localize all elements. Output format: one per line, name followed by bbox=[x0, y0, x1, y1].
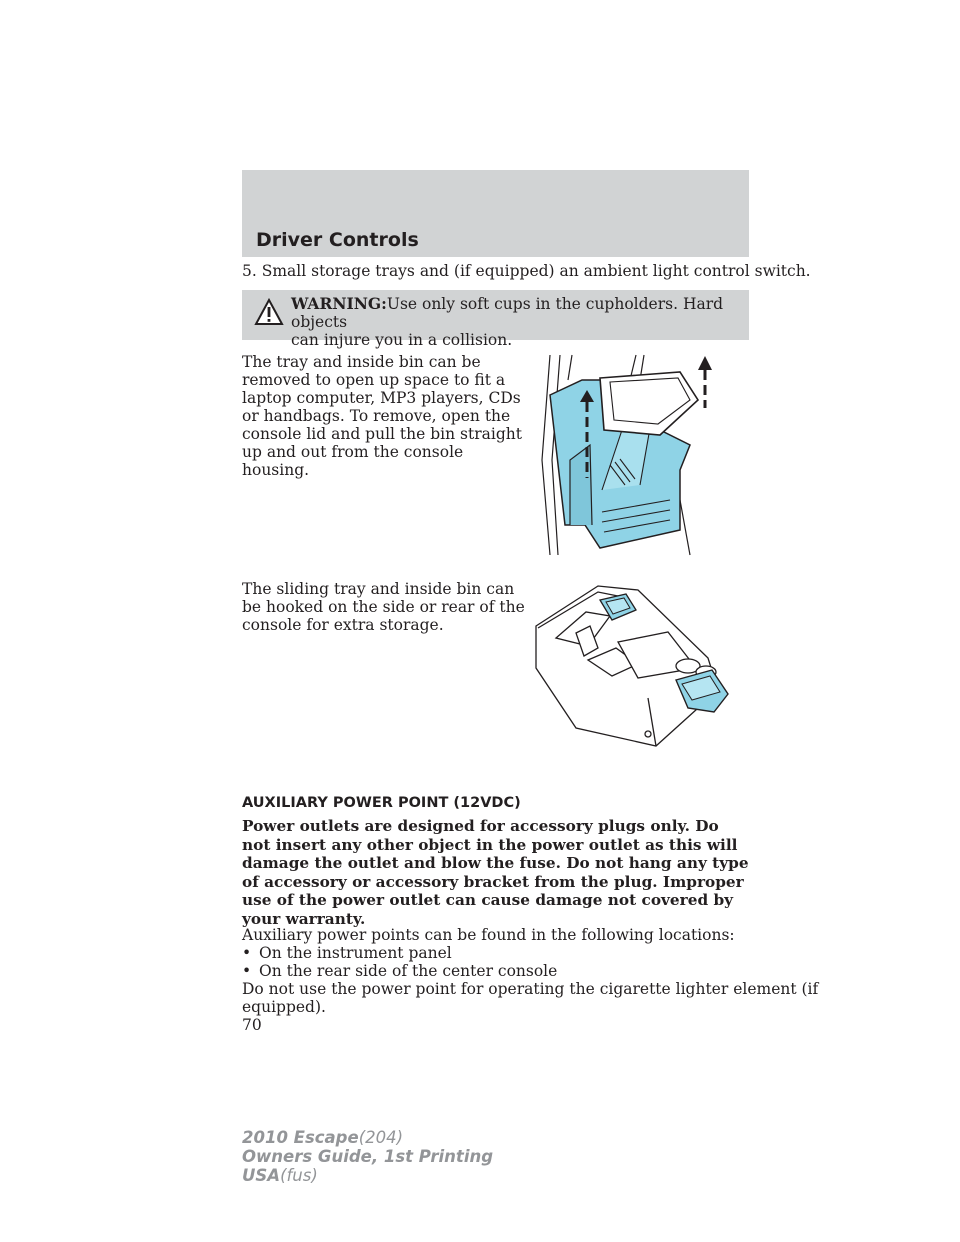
warning-box bbox=[242, 290, 749, 349]
tray-paragraph-line: removed to open up space to fit a bbox=[242, 371, 506, 389]
warning-text bbox=[291, 295, 749, 349]
sliding-paragraph-line: console for extra storage. bbox=[242, 616, 444, 634]
item-5-text: 5. Small storage trays and (if equipped) an ambient light control switch. bbox=[242, 262, 811, 280]
bin-removal-illustration bbox=[530, 350, 730, 558]
footer-region-code: (fus) bbox=[280, 1166, 318, 1185]
document-footer bbox=[242, 1128, 493, 1185]
section-title: Driver Controls bbox=[256, 229, 419, 251]
page-number: 70 bbox=[242, 1016, 262, 1034]
section-header-bar bbox=[242, 170, 749, 257]
footer-guide: Owners Guide, 1st Printing bbox=[242, 1147, 494, 1166]
warning-label: WARNING: bbox=[291, 294, 387, 313]
tray-paragraph-line: laptop computer, MP3 players, CDs bbox=[242, 389, 521, 407]
warning-line-2: can injure you in a collision. bbox=[291, 331, 513, 349]
warning-triangle-icon bbox=[254, 298, 284, 326]
bullet-item: • On the rear side of the center console bbox=[242, 962, 558, 980]
sliding-paragraph-line: be hooked on the side or rear of the bbox=[242, 598, 525, 616]
closing-line: equipped). bbox=[242, 998, 326, 1016]
center-console-illustration bbox=[528, 578, 736, 750]
sliding-paragraph-line: The sliding tray and inside bin can bbox=[242, 580, 515, 598]
footer-model: 2010 Escape bbox=[242, 1128, 359, 1147]
bullet-text: On the instrument panel bbox=[259, 944, 452, 962]
tray-paragraph-line: console lid and pull the bin straight bbox=[242, 425, 522, 443]
locations-intro: Auxiliary power points can be found in the following locations: bbox=[242, 926, 735, 944]
footer-model-code: (204) bbox=[358, 1128, 404, 1147]
warning-bold-paragraph: Power outlets are designed for accessory plugs only. Do not insert any other object in the power outlet as this will damage the outlet and blow the fuse. Do not hang any type of accessory or accessory bracket from the plug. Improper use of the power outlet can cause damage not covered by your warranty. bbox=[242, 817, 749, 928]
tray-paragraph-line: up and out from the console bbox=[242, 443, 464, 461]
tray-paragraph-line: or handbags. To remove, open the bbox=[242, 407, 511, 425]
footer-region: USA bbox=[242, 1166, 281, 1185]
warning-line-1: Use only soft cups in the cupholders. Hard objects bbox=[291, 295, 724, 331]
bullet-text: On the rear side of the center console bbox=[259, 962, 558, 980]
bullet-item: • On the instrument panel bbox=[242, 944, 452, 962]
tray-paragraph-line: housing. bbox=[242, 461, 310, 479]
tray-paragraph-line: The tray and inside bin can be bbox=[242, 353, 481, 371]
closing-line: Do not use the power point for operating the cigarette lighter element (if bbox=[242, 980, 819, 998]
section-heading: AUXILIARY POWER POINT (12VDC) bbox=[242, 795, 521, 811]
